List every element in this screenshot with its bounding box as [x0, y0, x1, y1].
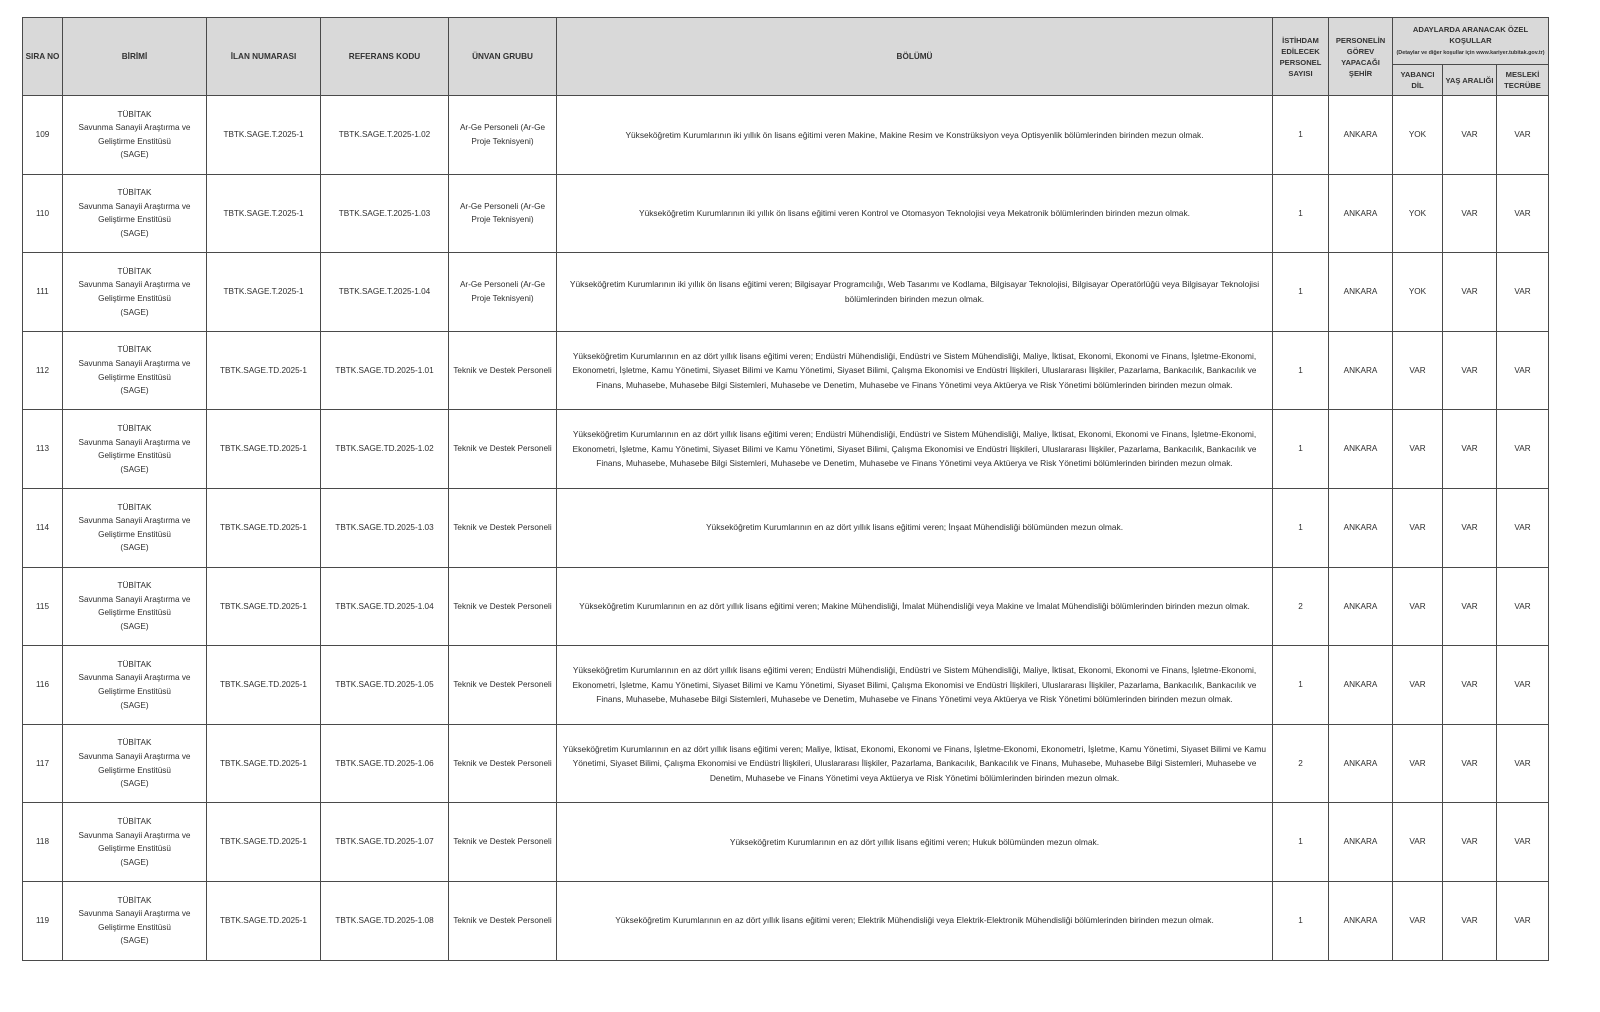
birim-line: Geliştirme Enstitüsü — [98, 844, 171, 854]
table-row — [23, 331, 1549, 410]
birim-line: Geliştirme Enstitüsü — [98, 136, 171, 146]
cell-sira-no: 111 — [23, 253, 63, 332]
cell-birimi — [63, 646, 207, 725]
cell-bolumu: Yükseköğretim Kurumlarının iki yıllık ön lisans eğitimi veren Makine, Makine Resim ve Konstrüksiyon veya Optisyenlik bölümlerinden birinden mezun olmak. — [557, 96, 1273, 175]
cell-sira-no: 115 — [23, 567, 63, 646]
cell-sehir: ANKARA — [1329, 410, 1393, 489]
birim-line: TÜBİTAK — [117, 816, 152, 826]
cell-personel-sayisi: 2 — [1273, 567, 1329, 646]
cell-sehir: ANKARA — [1329, 488, 1393, 567]
header-referans-kodu: REFERANS KODU — [321, 18, 449, 96]
cell-referans-kodu: TBTK.SAGE.TD.2025-1.02 — [321, 410, 449, 489]
birim-line: (SAGE) — [120, 307, 149, 317]
cell-bolumu: Yükseköğretim Kurumlarının en az dört yıllık lisans eğitimi veren; Endüstri Mühendisliği, Endüstri ve Sistem Mühendisliği, Maliye, İktisat, Ekonomi, Ekonomi ve Finans, İşletme-Ekonomi, Ekonometri, İşletme, Kamu Yönetimi, Siyaset Bilimi ve Kamu Yönetimi, Siyaset Bilimi, Çalışma Ekonomisi ve Endüstri İlişkileri, Uluslararası İlişkiler, Pazarlama, Bankacılık, Bankacılık ve Finans, Muhasebe, Muhasebe Bilgi Sistemleri, Muhasebe ve Denetim, Muhasebe ve Finans Yönetimi veya Aktüerya ve Risk Yönetimi bölümlerinden birinden mezun olmak. — [557, 410, 1273, 489]
birim-line: (SAGE) — [120, 543, 149, 553]
cell-birimi — [63, 881, 207, 960]
birim-line: (SAGE) — [120, 150, 149, 160]
cell-unvan-grubu: Ar-Ge Personeli (Ar-Ge Proje Teknisyeni) — [449, 253, 557, 332]
ozel-kosullar-title: ADAYLARDA ARANACAK ÖZEL KOŞULLAR — [1412, 24, 1529, 45]
table-row — [23, 803, 1549, 882]
cell-bolumu: Yükseköğretim Kurumlarının iki yıllık ön lisans eğitimi veren; Bilgisayar Programcılığı, Web Tasarımı ve Kodlama, Bilgisayar Teknolojisi, Bilgisayar Operatörlüğü veya Bilgisayar Teknolojisi bölümlerinden birinden mezun olmak. — [557, 253, 1273, 332]
header-ilan-numarasi: İLAN NUMARASI — [207, 18, 321, 96]
cell-yas-araligi: VAR — [1443, 881, 1497, 960]
cell-unvan-grubu: Teknik ve Destek Personeli — [449, 646, 557, 725]
cell-ilan-numarasi: TBTK.SAGE.TD.2025-1 — [207, 881, 321, 960]
birim-line: Geliştirme Enstitüsü — [98, 608, 171, 618]
birim-line: Savunma Sanayii Araştırma ve — [78, 358, 191, 368]
birim-line: Geliştirme Enstitüsü — [98, 529, 171, 539]
cell-personel-sayisi: 1 — [1273, 646, 1329, 725]
cell-unvan-grubu: Teknik ve Destek Personeli — [449, 410, 557, 489]
birim-line: TÜBİTAK — [117, 423, 152, 433]
cell-yas-araligi: VAR — [1443, 96, 1497, 175]
cell-birimi — [63, 488, 207, 567]
cell-bolumu: Yükseköğretim Kurumlarının iki yıllık ön lisans eğitimi veren Kontrol ve Otomasyon Teknolojisi veya Mekatronik bölümlerinden birinden mezun olmak. — [557, 174, 1273, 253]
cell-yas-araligi: VAR — [1443, 724, 1497, 803]
cell-referans-kodu: TBTK.SAGE.T.2025-1.04 — [321, 253, 449, 332]
birim-line: (SAGE) — [120, 228, 149, 238]
birim-line: Savunma Sanayii Araştırma ve — [78, 751, 191, 761]
cell-bolumu: Yükseköğretim Kurumlarının en az dört yıllık lisans eğitimi veren; Endüstri Mühendisliği, Endüstri ve Sistem Mühendisliği, Maliye, İktisat, Ekonomi, Ekonomi ve Finans, İşletme-Ekonomi, Ekonometri, İşletme, Kamu Yönetimi, Siyaset Bilimi ve Kamu Yönetimi, Siyaset Bilimi, Çalışma Ekonomisi ve Endüstri İlişkileri, Uluslararası İlişkiler, Pazarlama, Bankacılık, Bankacılık ve Finans, Muhasebe, Muhasebe Bilgi Sistemleri, Muhasebe ve Denetim, Muhasebe ve Finans Yönetimi veya Aktüerya ve Risk Yönetimi bölümlerinden birinden mezun olmak. — [557, 331, 1273, 410]
ozel-kosullar-note: (Detaylar ve diğer koşullar için www.kariyer.tubitak.gov.tr) — [1396, 49, 1545, 56]
cell-sehir: ANKARA — [1329, 646, 1393, 725]
cell-yas-araligi: VAR — [1443, 331, 1497, 410]
birim-line: Geliştirme Enstitüsü — [98, 451, 171, 461]
birim-line: Savunma Sanayii Araştırma ve — [78, 909, 191, 919]
header-yabanci-dil: YABANCI DİL — [1393, 65, 1443, 96]
cell-bolumu: Yükseköğretim Kurumlarının en az dört yıllık lisans eğitimi veren; İnşaat Mühendisliği bölümünden mezun olmak. — [557, 488, 1273, 567]
cell-yabanci-dil: YOK — [1393, 253, 1443, 332]
table-header — [23, 18, 1549, 96]
cell-sehir: ANKARA — [1329, 881, 1393, 960]
birim-line: TÜBİTAK — [117, 109, 152, 119]
cell-mesleki-tecrube: VAR — [1497, 96, 1549, 175]
cell-mesleki-tecrube: VAR — [1497, 724, 1549, 803]
cell-yas-araligi: VAR — [1443, 410, 1497, 489]
table-row — [23, 646, 1549, 725]
cell-sira-no: 112 — [23, 331, 63, 410]
birim-line: TÜBİTAK — [117, 581, 152, 591]
cell-yas-araligi: VAR — [1443, 567, 1497, 646]
header-ozel-kosullar — [1393, 18, 1549, 65]
cell-unvan-grubu: Teknik ve Destek Personeli — [449, 881, 557, 960]
birim-line: Savunma Sanayii Araştırma ve — [78, 673, 191, 683]
cell-yabanci-dil: YOK — [1393, 174, 1443, 253]
cell-referans-kodu: TBTK.SAGE.T.2025-1.02 — [321, 96, 449, 175]
cell-personel-sayisi: 1 — [1273, 253, 1329, 332]
birim-line: Geliştirme Enstitüsü — [98, 765, 171, 775]
birim-line: TÜBİTAK — [117, 659, 152, 669]
cell-referans-kodu: TBTK.SAGE.TD.2025-1.03 — [321, 488, 449, 567]
birim-line: (SAGE) — [120, 621, 149, 631]
cell-referans-kodu: TBTK.SAGE.TD.2025-1.05 — [321, 646, 449, 725]
birim-line: TÜBİTAK — [117, 738, 152, 748]
cell-ilan-numarasi: TBTK.SAGE.TD.2025-1 — [207, 410, 321, 489]
birim-line: Geliştirme Enstitüsü — [98, 922, 171, 932]
birim-line: (SAGE) — [120, 857, 149, 867]
cell-ilan-numarasi: TBTK.SAGE.T.2025-1 — [207, 253, 321, 332]
cell-sehir: ANKARA — [1329, 253, 1393, 332]
cell-yabanci-dil: VAR — [1393, 881, 1443, 960]
cell-ilan-numarasi: TBTK.SAGE.TD.2025-1 — [207, 803, 321, 882]
cell-mesleki-tecrube: VAR — [1497, 253, 1549, 332]
cell-mesleki-tecrube: VAR — [1497, 881, 1549, 960]
cell-mesleki-tecrube: VAR — [1497, 646, 1549, 725]
cell-ilan-numarasi: TBTK.SAGE.TD.2025-1 — [207, 724, 321, 803]
birim-line: Geliştirme Enstitüsü — [98, 293, 171, 303]
table-row — [23, 410, 1549, 489]
birim-line: (SAGE) — [120, 386, 149, 396]
cell-personel-sayisi: 1 — [1273, 803, 1329, 882]
birim-line: TÜBİTAK — [117, 266, 152, 276]
cell-personel-sayisi: 1 — [1273, 488, 1329, 567]
cell-yabanci-dil: VAR — [1393, 410, 1443, 489]
cell-sira-no: 117 — [23, 724, 63, 803]
cell-sira-no: 109 — [23, 96, 63, 175]
cell-unvan-grubu: Ar-Ge Personeli (Ar-Ge Proje Teknisyeni) — [449, 174, 557, 253]
cell-sira-no: 110 — [23, 174, 63, 253]
cell-sehir: ANKARA — [1329, 724, 1393, 803]
birim-line: Geliştirme Enstitüsü — [98, 215, 171, 225]
table-body — [23, 96, 1549, 961]
cell-mesleki-tecrube: VAR — [1497, 174, 1549, 253]
cell-sira-no: 116 — [23, 646, 63, 725]
cell-referans-kodu: TBTK.SAGE.TD.2025-1.08 — [321, 881, 449, 960]
table-row — [23, 253, 1549, 332]
cell-sira-no: 118 — [23, 803, 63, 882]
cell-ilan-numarasi: TBTK.SAGE.TD.2025-1 — [207, 567, 321, 646]
header-istihdam-sayisi: İSTİHDAM EDİLECEK PERSONEL SAYISI — [1273, 18, 1329, 96]
cell-ilan-numarasi: TBTK.SAGE.TD.2025-1 — [207, 488, 321, 567]
cell-yas-araligi: VAR — [1443, 253, 1497, 332]
cell-bolumu: Yükseköğretim Kurumlarının en az dört yıllık lisans eğitimi veren; Hukuk bölümünden mezun olmak. — [557, 803, 1273, 882]
cell-referans-kodu: TBTK.SAGE.T.2025-1.03 — [321, 174, 449, 253]
cell-referans-kodu: TBTK.SAGE.TD.2025-1.01 — [321, 331, 449, 410]
header-mesleki-tecrube: MESLEKİ TECRÜBE — [1497, 65, 1549, 96]
cell-unvan-grubu: Teknik ve Destek Personeli — [449, 567, 557, 646]
birim-line: TÜBİTAK — [117, 188, 152, 198]
cell-birimi — [63, 331, 207, 410]
cell-yabanci-dil: VAR — [1393, 488, 1443, 567]
cell-mesleki-tecrube: VAR — [1497, 410, 1549, 489]
cell-yas-araligi: VAR — [1443, 174, 1497, 253]
cell-personel-sayisi: 1 — [1273, 174, 1329, 253]
cell-mesleki-tecrube: VAR — [1497, 488, 1549, 567]
cell-unvan-grubu: Teknik ve Destek Personeli — [449, 331, 557, 410]
birim-line: Savunma Sanayii Araştırma ve — [78, 123, 191, 133]
birim-line: Savunma Sanayii Araştırma ve — [78, 516, 191, 526]
cell-unvan-grubu: Teknik ve Destek Personeli — [449, 803, 557, 882]
cell-sehir: ANKARA — [1329, 803, 1393, 882]
cell-yabanci-dil: VAR — [1393, 331, 1443, 410]
birim-line: Savunma Sanayii Araştırma ve — [78, 830, 191, 840]
cell-personel-sayisi: 1 — [1273, 881, 1329, 960]
header-sira-no: SIRA NO — [23, 18, 63, 96]
cell-bolumu: Yükseköğretim Kurumlarının en az dört yıllık lisans eğitimi veren; Endüstri Mühendisliği, Endüstri ve Sistem Mühendisliği, Maliye, İktisat, Ekonomi, Ekonomi ve Finans, İşletme-Ekonomi, Ekonometri, İşletme, Kamu Yönetimi, Siyaset Bilimi ve Kamu Yönetimi, Siyaset Bilimi, Çalışma Ekonomisi ve Endüstri İlişkileri, Uluslararası İlişkiler, Pazarlama, Bankacılık, Bankacılık ve Finans, Muhasebe, Muhasebe Bilgi Sistemleri, Muhasebe ve Denetim, Muhasebe ve Finans Yönetimi veya Aktüerya ve Risk Yönetimi bölümlerinden birinden mezun olmak. — [557, 646, 1273, 725]
cell-ilan-numarasi: TBTK.SAGE.TD.2025-1 — [207, 331, 321, 410]
birim-line: (SAGE) — [120, 464, 149, 474]
cell-birimi — [63, 567, 207, 646]
cell-referans-kodu: TBTK.SAGE.TD.2025-1.07 — [321, 803, 449, 882]
cell-personel-sayisi: 1 — [1273, 331, 1329, 410]
cell-yabanci-dil: VAR — [1393, 567, 1443, 646]
cell-personel-sayisi: 1 — [1273, 410, 1329, 489]
cell-personel-sayisi: 2 — [1273, 724, 1329, 803]
cell-bolumu: Yükseköğretim Kurumlarının en az dört yıllık lisans eğitimi veren; Makine Mühendisliği, İmalat Mühendisliği veya Makine ve İmalat Mühendisliği bölümlerinden birinden mezun olmak. — [557, 567, 1273, 646]
birim-line: Savunma Sanayii Araştırma ve — [78, 201, 191, 211]
cell-unvan-grubu: Ar-Ge Personeli (Ar-Ge Proje Teknisyeni) — [449, 96, 557, 175]
birim-line: Geliştirme Enstitüsü — [98, 372, 171, 382]
table-row — [23, 567, 1549, 646]
job-listing-table — [22, 17, 1549, 961]
cell-unvan-grubu: Teknik ve Destek Personeli — [449, 724, 557, 803]
table-row — [23, 174, 1549, 253]
cell-birimi — [63, 803, 207, 882]
birim-line: TÜBİTAK — [117, 502, 152, 512]
cell-sehir: ANKARA — [1329, 174, 1393, 253]
cell-birimi — [63, 174, 207, 253]
table-row — [23, 881, 1549, 960]
birim-line: TÜBİTAK — [117, 895, 152, 905]
header-bolumu: BÖLÜMÜ — [557, 18, 1273, 96]
cell-sira-no: 114 — [23, 488, 63, 567]
birim-line: TÜBİTAK — [117, 345, 152, 355]
header-birimi: BİRİMİ — [63, 18, 207, 96]
cell-mesleki-tecrube: VAR — [1497, 331, 1549, 410]
cell-birimi — [63, 253, 207, 332]
table-row — [23, 488, 1549, 567]
cell-sehir: ANKARA — [1329, 331, 1393, 410]
cell-yas-araligi: VAR — [1443, 488, 1497, 567]
cell-ilan-numarasi: TBTK.SAGE.T.2025-1 — [207, 174, 321, 253]
cell-mesleki-tecrube: VAR — [1497, 803, 1549, 882]
birim-line: (SAGE) — [120, 700, 149, 710]
birim-line: Savunma Sanayii Araştırma ve — [78, 594, 191, 604]
cell-ilan-numarasi: TBTK.SAGE.T.2025-1 — [207, 96, 321, 175]
cell-unvan-grubu: Teknik ve Destek Personeli — [449, 488, 557, 567]
cell-referans-kodu: TBTK.SAGE.TD.2025-1.06 — [321, 724, 449, 803]
cell-bolumu: Yükseköğretim Kurumlarının en az dört yıllık lisans eğitimi veren; Maliye, İktisat, Ekonomi, Ekonomi ve Finans, İşletme-Ekonomi, Ekonometri, İşletme, Kamu Yönetimi, Siyaset Bilimi ve Kamu Yönetimi, Siyaset Bilimi, Çalışma Ekonomisi ve Endüstri İlişkileri, Uluslararası İlişkiler, Pazarlama, Bankacılık, Bankacılık ve Finans, Muhasebe, Muhasebe Bilgi Sistemleri, Muhasebe ve Denetim, Muhasebe ve Finans Yönetimi veya Aktüerya ve Risk Yönetimi bölümlerinden birinden mezun olmak. — [557, 724, 1273, 803]
birim-line: Savunma Sanayii Araştırma ve — [78, 437, 191, 447]
cell-mesleki-tecrube: VAR — [1497, 567, 1549, 646]
birim-line: (SAGE) — [120, 936, 149, 946]
table-row — [23, 96, 1549, 175]
cell-sira-no: 119 — [23, 881, 63, 960]
table-row — [23, 724, 1549, 803]
cell-yabanci-dil: VAR — [1393, 646, 1443, 725]
header-yas-araligi: YAŞ ARALIĞI — [1443, 65, 1497, 96]
cell-sehir: ANKARA — [1329, 96, 1393, 175]
cell-referans-kodu: TBTK.SAGE.TD.2025-1.04 — [321, 567, 449, 646]
birim-line: Geliştirme Enstitüsü — [98, 686, 171, 696]
header-unvan-grubu: ÜNVAN GRUBU — [449, 18, 557, 96]
cell-birimi — [63, 724, 207, 803]
header-gorev-sehir: PERSONELİN GÖREV YAPACAĞI ŞEHİR — [1329, 18, 1393, 96]
birim-line: (SAGE) — [120, 779, 149, 789]
cell-yabanci-dil: YOK — [1393, 96, 1443, 175]
cell-ilan-numarasi: TBTK.SAGE.TD.2025-1 — [207, 646, 321, 725]
cell-sehir: ANKARA — [1329, 567, 1393, 646]
cell-birimi — [63, 410, 207, 489]
cell-sira-no: 113 — [23, 410, 63, 489]
cell-personel-sayisi: 1 — [1273, 96, 1329, 175]
cell-yabanci-dil: VAR — [1393, 724, 1443, 803]
cell-yabanci-dil: VAR — [1393, 803, 1443, 882]
cell-birimi — [63, 96, 207, 175]
cell-bolumu: Yükseköğretim Kurumlarının en az dört yıllık lisans eğitimi veren; Elektrik Mühendisliği veya Elektrik-Elektronik Mühendisliği bölümlerinden birinden mezun olmak. — [557, 881, 1273, 960]
cell-yas-araligi: VAR — [1443, 803, 1497, 882]
cell-yas-araligi: VAR — [1443, 646, 1497, 725]
birim-line: Savunma Sanayii Araştırma ve — [78, 280, 191, 290]
